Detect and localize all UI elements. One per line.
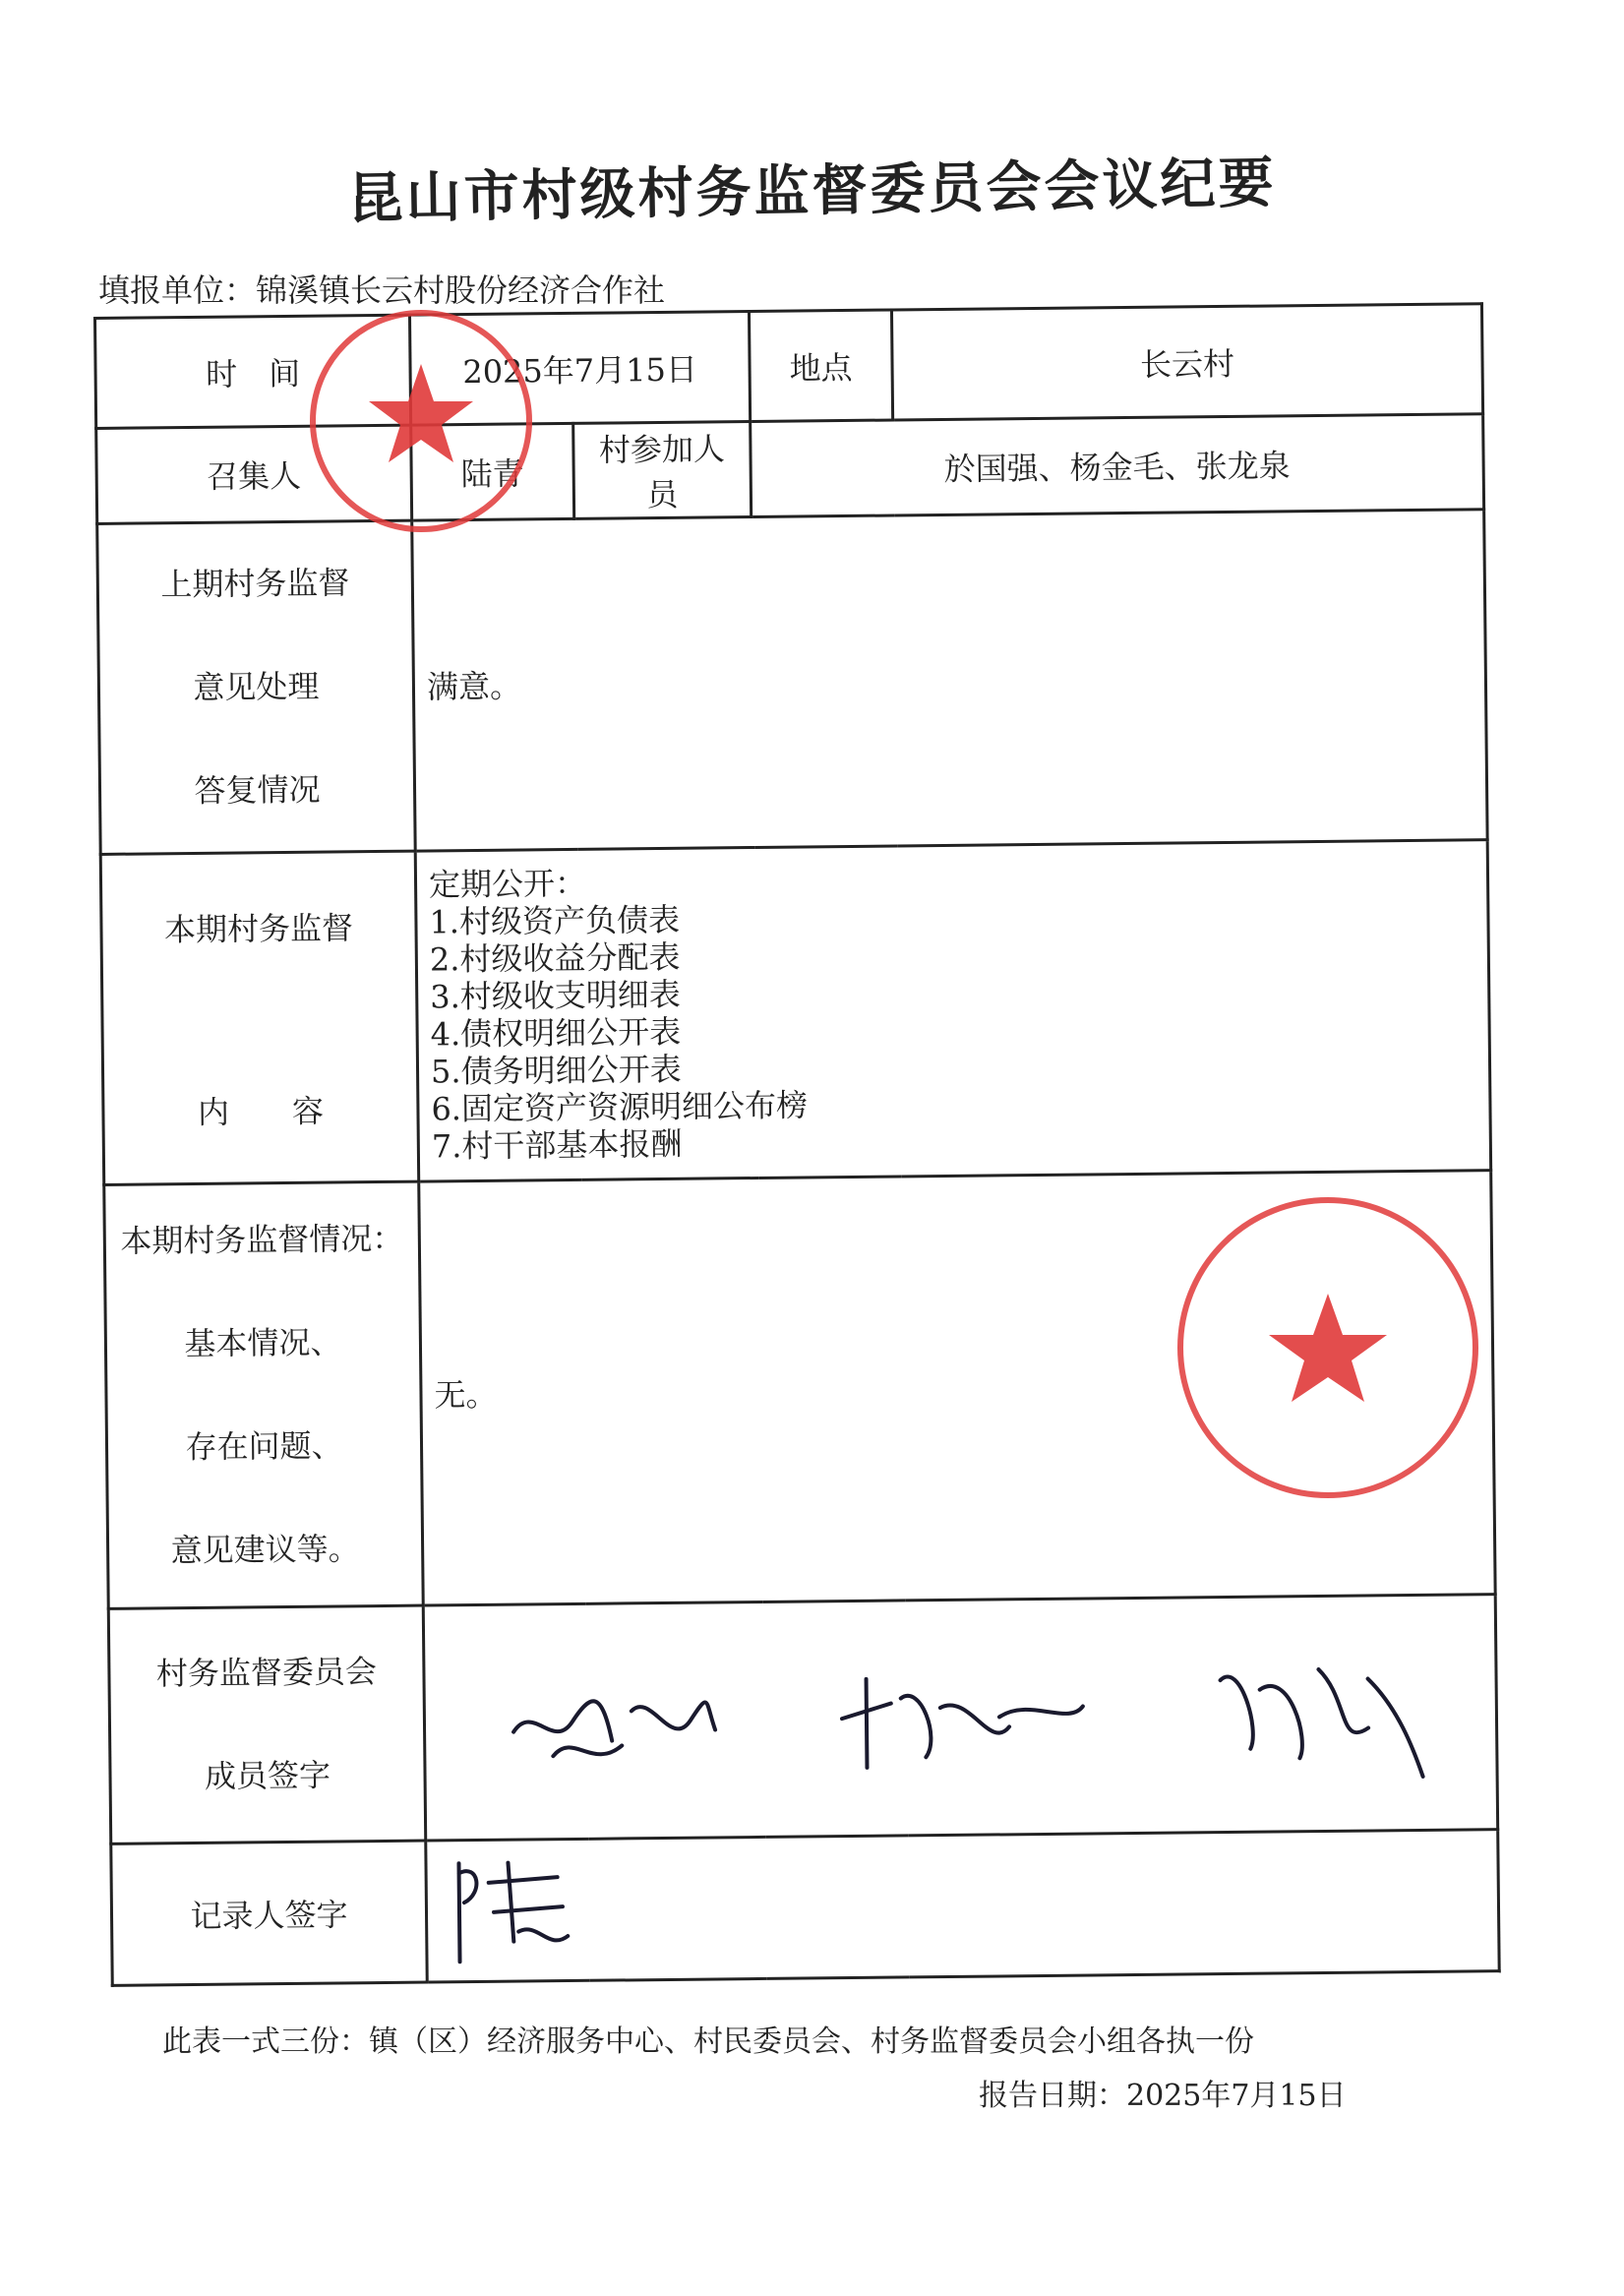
situation-label-line: 基本情况、 [184, 1323, 342, 1363]
prev-label [97, 520, 416, 854]
current-item: 1.村级资产负债表 [429, 900, 681, 941]
prev-row [97, 510, 1487, 855]
page-title: 昆山市村级村务监督委员会会议纪要 [347, 150, 1278, 232]
current-label-line: 本期村务监督 [163, 908, 354, 948]
prev-label-line: 意见处理 [193, 667, 320, 706]
situation-label-line: 存在问题、 [185, 1426, 343, 1467]
recorder-label: 记录人签字 [111, 1841, 427, 1985]
signature-image [494, 1662, 721, 1782]
current-item: 2.村级收益分配表 [429, 937, 681, 979]
members-row [108, 1595, 1497, 1844]
prev-content: 满意。 [412, 510, 1487, 852]
current-label [100, 851, 419, 1184]
convener-value: 陆青 [411, 423, 574, 519]
signature-group [437, 1596, 1484, 1839]
convener-label: 召集人 [96, 425, 412, 523]
current-item: 3.村级收支明细表 [430, 975, 681, 1016]
signature-image [832, 1658, 1089, 1779]
members-label-line: 村务监督委员会 [155, 1653, 378, 1693]
members-label [108, 1605, 425, 1844]
situation-content: 无。 [419, 1171, 1495, 1605]
current-item: 5.债务明细公开表 [430, 1050, 682, 1091]
current-label-line: 内 容 [197, 1092, 325, 1131]
current-intro: 定期公开： [428, 864, 587, 904]
place-label: 地点 [749, 310, 892, 422]
report-date: 报告日期：2025年7月15日 [979, 2079, 1347, 2113]
current-item: 7.村干部基本报酬 [431, 1124, 683, 1166]
place-value: 长云村 [891, 304, 1482, 420]
signature-image [439, 1843, 577, 1971]
current-item: 4.债权明细公开表 [430, 1012, 682, 1054]
recorder-signature [426, 1830, 1499, 1982]
members-label-line: 成员签字 [204, 1756, 331, 1796]
situation-label-line: 本期村务监督情况： [120, 1219, 404, 1260]
footer-note: 此表一式三份：镇（区）经济服务中心、村民委员会、村务监督委员会小组各执一份 [162, 2024, 1254, 2059]
prev-label-line: 上期村务监督 [160, 564, 350, 604]
prev-label-line: 答复情况 [194, 770, 321, 810]
members-signatures [423, 1595, 1497, 1842]
committee-stamp [1166, 1185, 1490, 1510]
cooperative-stamp [303, 303, 539, 539]
current-item: 6.固定资产资源明细公布榜 [431, 1086, 809, 1128]
filler-value: 锦溪镇长云村股份经济合作社 [256, 272, 666, 309]
situation-label [104, 1181, 423, 1608]
signature-image [1200, 1639, 1428, 1788]
attendees-value: 於国强、杨金毛、张龙泉 [751, 414, 1484, 517]
time-value: 2025年7月15日 [409, 312, 750, 426]
filler-label: 填报单位： [98, 272, 257, 309]
minutes-table [93, 302, 1501, 1987]
recorder-row [111, 1830, 1499, 1985]
situation-label-line: 意见建议等。 [170, 1530, 360, 1570]
current-row [100, 840, 1490, 1185]
attendees-label: 村参加人员 [573, 422, 752, 519]
time-label: 时 间 [95, 315, 411, 428]
current-content [415, 840, 1490, 1182]
